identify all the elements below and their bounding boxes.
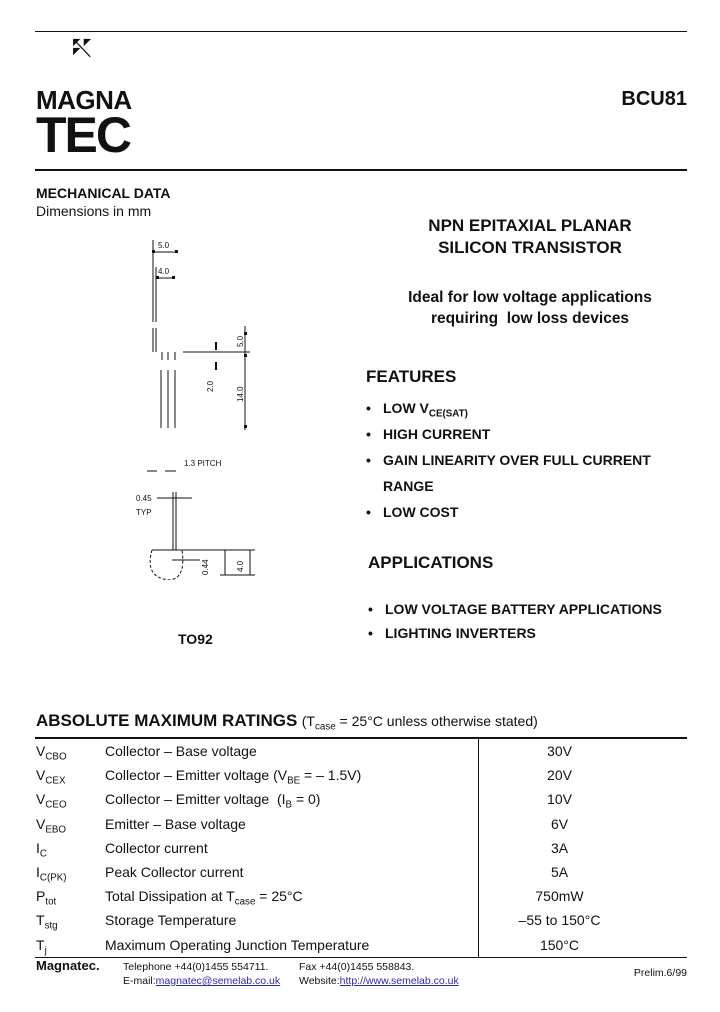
ratings-title: ABSOLUTE MAXIMUM RATINGS <box>36 711 298 730</box>
table-row: $P_{tot}$ Total Dissipation at $T_{case} = 25^\circ C$ 750mW <box>35 884 687 908</box>
to92-package-drawing <box>120 230 280 580</box>
footer-contact-line1 <box>123 961 414 973</box>
application-item: • LIGHTING INVERTERS <box>368 621 662 645</box>
mechanical-data-subtitle: Dimensions in mm <box>36 203 152 219</box>
part-number: BCU81 <box>621 88 687 110</box>
website-label: Website: <box>299 975 340 987</box>
features-list <box>366 395 673 525</box>
table-row: $V_{CBO}$ Collector – Base voltage 30V <box>35 739 687 763</box>
table-row: $I_{C(PK)}$ Peak Collector current 5A <box>35 860 687 884</box>
product-title <box>360 215 700 259</box>
feature-item: • GAIN LINEARITY OVER FULL CURRENT RANGE <box>366 447 673 499</box>
table-row: $V_{CEO}$ Collector – Emitter voltage $(I_B = 0)$ 10V <box>35 787 687 811</box>
feature-item: • LOW COST <box>366 499 673 525</box>
magnatec-logo-icon <box>36 38 156 88</box>
svg-text:2.0: 2.0 <box>206 380 215 392</box>
svg-text:4.0: 4.0 <box>236 560 245 572</box>
product-title-line1: NPN EPITAXIAL PLANAR <box>428 216 632 235</box>
table-row: $T_j$ Maximum Operating Junction Temperature 150°C <box>35 933 687 957</box>
footer-telephone: Telephone +44(0)1455 554711. <box>123 961 269 973</box>
table-row: $T_{stg}$ Storage Temperature –55 to 150°C <box>35 908 687 932</box>
footer-contact-line2 <box>123 975 459 987</box>
ratings-table <box>35 737 687 958</box>
table-row: $V_{CEX}$ Collector – Emitter voltage ($V_{BE}$ = – 1.5V) 20V <box>35 763 687 787</box>
table-row: $I_C$ Collector current 3A <box>35 836 687 860</box>
applications-list <box>368 597 662 645</box>
header-top-rule <box>35 31 687 32</box>
table-row: $V_{EBO}$ Emitter – Base voltage 6V <box>35 812 687 836</box>
logo-magna-text: MAGNA <box>36 85 132 115</box>
svg-text:0.44: 0.44 <box>201 559 210 575</box>
feature-item: • LOW $V_{CE(SAT)}$ <box>366 395 673 421</box>
svg-text:4.0: 4.0 <box>158 267 170 276</box>
website-link[interactable]: http://www.semelab.co.uk <box>339 975 459 987</box>
email-label: E-mail: <box>123 975 156 987</box>
email-link[interactable]: magnatec@semelab.co.uk <box>155 975 281 987</box>
product-tagline <box>360 287 700 329</box>
svg-text:1.3 PITCH: 1.3 PITCH <box>184 459 222 468</box>
footer-company: Magnatec. <box>36 958 100 973</box>
header-bottom-rule <box>35 169 687 171</box>
product-title-line2: SILICON TRANSISTOR <box>438 238 622 257</box>
svg-text:14.0: 14.0 <box>236 386 245 402</box>
features-heading: FEATURES <box>366 367 457 386</box>
applications-heading: APPLICATIONS <box>368 553 494 572</box>
mechanical-data-heading: MECHANICAL DATA <box>36 185 171 201</box>
logo-tec-text: TEC <box>36 107 130 163</box>
product-tagline-line1: Ideal for low voltage applications <box>408 289 652 306</box>
footer-fax: Fax +44(0)1455 558843. <box>299 961 415 973</box>
package-label: TO92 <box>178 631 213 647</box>
svg-text:TYP: TYP <box>136 508 152 517</box>
svg-text:5.0: 5.0 <box>158 241 170 250</box>
application-item: • LOW VOLTAGE BATTERY APPLICATIONS <box>368 597 662 621</box>
feature-item: • HIGH CURRENT <box>366 421 673 447</box>
revision-label: Prelim.6/99 <box>633 967 687 979</box>
product-tagline-line2: requiring low loss devices <box>430 310 630 327</box>
ratings-heading: ABSOLUTE MAXIMUM RATINGS ($T_{case} = 25^\circ C$ unless otherwise stated) <box>36 711 538 733</box>
svg-text:0.45: 0.45 <box>136 494 152 503</box>
svg-text:5.0: 5.0 <box>236 335 245 347</box>
